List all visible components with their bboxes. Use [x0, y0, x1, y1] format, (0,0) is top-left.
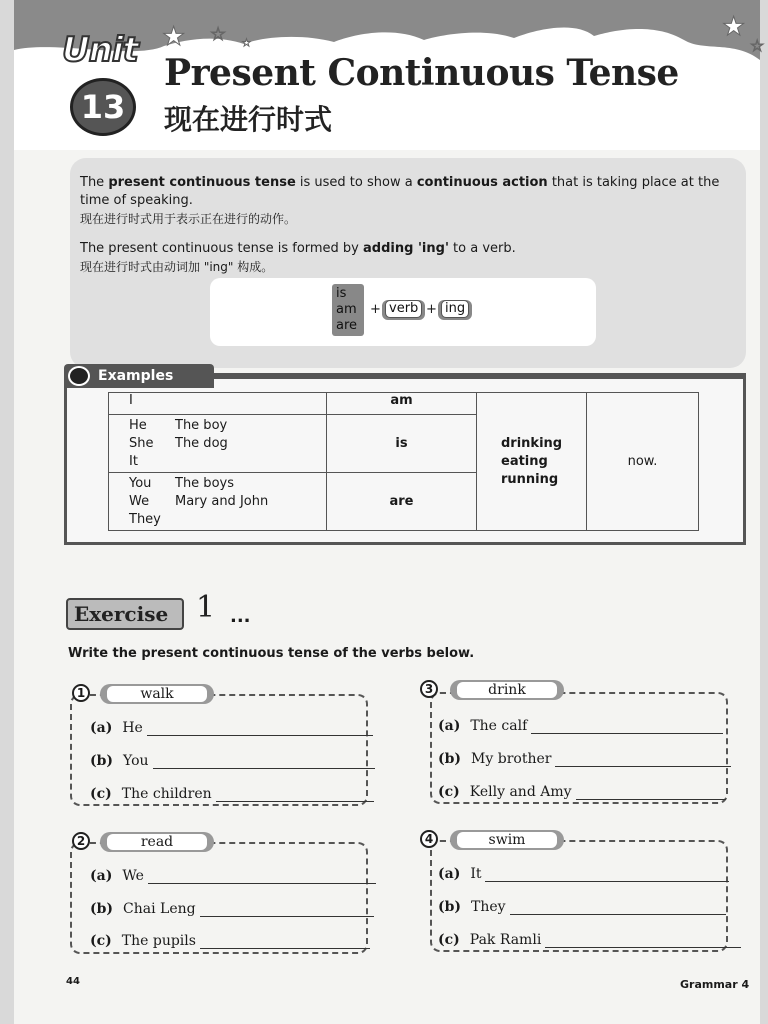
page-title-chinese: 现在进行时式	[164, 103, 333, 136]
aux-cell: am	[327, 393, 477, 415]
star-icon: ★	[242, 38, 251, 49]
examples-tab: Examples	[64, 364, 214, 388]
question-verb: swim	[450, 830, 564, 850]
auxiliary-verbs: is am are	[332, 284, 364, 336]
exercise-title: Exercise	[66, 598, 184, 630]
star-icon: ☆	[210, 24, 227, 45]
answer-field[interactable]	[200, 935, 370, 949]
question-verb: walk	[100, 684, 214, 704]
question-number: 3	[420, 680, 438, 698]
aux-cell: is	[327, 415, 477, 473]
verb-pill: verb	[382, 300, 425, 320]
exercise-number: 1	[196, 590, 216, 625]
plus-sign: +	[426, 302, 437, 317]
answer-field[interactable]	[531, 720, 723, 734]
aux-cell: are	[327, 473, 477, 531]
answer-field[interactable]	[576, 786, 726, 800]
answer-field[interactable]	[147, 722, 373, 736]
unit-label: Unit	[62, 30, 138, 70]
plus-sign: +	[370, 302, 381, 317]
subject-cell: You We They The boys Mary and John	[109, 473, 327, 531]
answer-line: (a) The calf	[438, 718, 723, 734]
time-cell: now.	[587, 393, 699, 531]
answer-field[interactable]	[200, 903, 374, 917]
intro-paragraph-2: The present continuous tense is formed by adding 'ing' to a verb.	[80, 241, 516, 256]
smiley-icon	[68, 366, 90, 386]
answer-line: (b) You	[90, 753, 375, 769]
ing-pill: ing	[438, 300, 472, 320]
intro-box	[70, 158, 746, 368]
answer-line: (b) They	[438, 899, 726, 915]
formula-box	[210, 278, 596, 346]
verbs-cell: drinking eating running	[477, 393, 587, 531]
question-verb: drink	[450, 680, 564, 700]
question-verb: read	[100, 832, 214, 852]
answer-line: (b) Chai Leng	[90, 901, 374, 917]
question-number: 4	[420, 830, 438, 848]
star-icon: ★	[162, 22, 186, 52]
question-number: 2	[72, 832, 90, 850]
answer-line: (a) We	[90, 868, 376, 884]
answer-field[interactable]	[510, 901, 726, 915]
answer-field[interactable]	[216, 788, 374, 802]
answer-line: (c) Pak Ramli	[438, 932, 741, 948]
answer-line: (a) He	[90, 720, 373, 736]
book-title: Grammar 4	[680, 978, 750, 991]
subject-cell: He She It The boy The dog	[109, 415, 327, 473]
answer-line: (c) The pupils	[90, 933, 370, 949]
unit-number-badge: 13	[70, 78, 136, 136]
answer-field[interactable]	[485, 868, 729, 882]
examples-table	[108, 392, 699, 531]
page-number: 44	[66, 976, 80, 987]
exercise-dots: ...	[230, 606, 251, 627]
answer-line: (b) My brother	[438, 751, 731, 767]
star-icon: ☆	[750, 36, 765, 55]
answer-field[interactable]	[555, 753, 731, 767]
page-title: Present Continuous Tense	[164, 52, 679, 94]
answer-line: (c) The children	[90, 786, 374, 802]
header-band	[14, 0, 765, 150]
subject-cell: I	[109, 393, 327, 415]
intro-paragraph-2-chinese: 现在进行时式由动词加 "ing" 构成。	[80, 260, 274, 274]
star-icon: ★	[722, 12, 746, 42]
intro-paragraph-1-chinese: 现在进行时式用于表示正在进行的动作。	[80, 212, 297, 226]
answer-field[interactable]	[545, 934, 741, 948]
answer-field[interactable]	[148, 870, 376, 884]
workbook-page	[14, 0, 765, 1024]
answer-field[interactable]	[153, 755, 375, 769]
answer-line: (a) It	[438, 866, 729, 882]
question-number: 1	[72, 684, 90, 702]
answer-line: (c) Kelly and Amy	[438, 784, 726, 800]
exercise-instruction: Write the present continuous tense of the verbs below.	[68, 646, 475, 661]
intro-paragraph-1: The present continuous tense is used to show a continuous action that is taking place at the time of speaking.	[80, 175, 720, 208]
